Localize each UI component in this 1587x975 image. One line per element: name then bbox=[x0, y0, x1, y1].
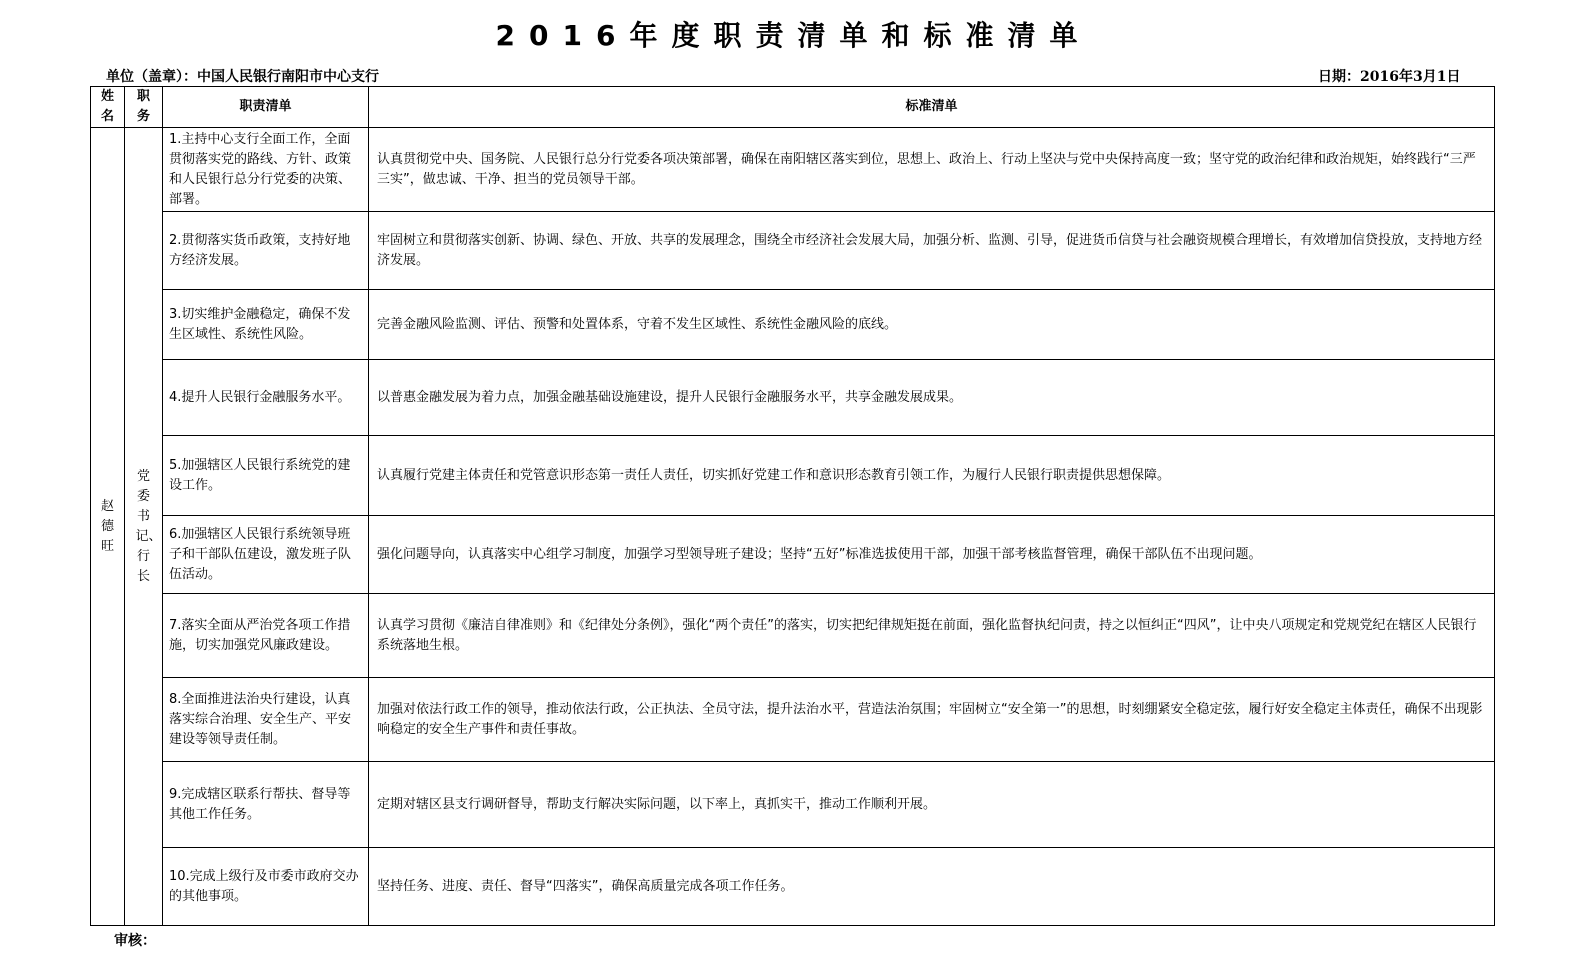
reviewer-label: 审核： bbox=[114, 933, 156, 949]
standard-cell: 完善金融风险监测、评估、预警和处置体系，守着不发生区域性、系统性金融风险的底线。 bbox=[369, 290, 1495, 360]
header-duties: 职责清单 bbox=[163, 87, 369, 128]
standard-cell: 认真学习贯彻《廉洁自律准则》和《纪律处分条例》，强化“两个责任”的落实，切实把纪律规矩挺在前面，强化监督执纪问责，持之以恒纠正“四风”，让中央八项规定和党规党纪在辖区人民银行系统落地生根。 bbox=[369, 594, 1495, 678]
duty-cell: 9.完成辖区联系行帮扶、督导等其他工作任务。 bbox=[163, 762, 369, 848]
header-name: 姓名 bbox=[91, 87, 125, 128]
table-row bbox=[91, 128, 1495, 212]
table-row bbox=[91, 594, 1495, 678]
standard-cell: 定期对辖区县支行调研督导，帮助支行解决实际问题，以下率上，真抓实干，推动工作顺利开展。 bbox=[369, 762, 1495, 848]
duty-cell: 5.加强辖区人民银行系统党的建设工作。 bbox=[163, 436, 369, 516]
standard-cell: 强化问题导向，认真落实中心组学习制度，加强学习型领导班子建设；坚持“五好”标准选拔使用干部，加强干部考核监督管理，确保干部队伍不出现问题。 bbox=[369, 516, 1495, 594]
page-title: 2016年度职责清单和标准清单 bbox=[495, 19, 1092, 52]
table-row bbox=[91, 212, 1495, 290]
header-standards: 标准清单 bbox=[369, 87, 1495, 128]
table-row bbox=[91, 516, 1495, 594]
duty-cell: 3.切实维护金融稳定，确保不发生区域性、系统性风险。 bbox=[163, 290, 369, 360]
duty-cell: 1.主持中心支行全面工作，全面贯彻落实党的路线、方针、政策和人民银行总分行党委的决策、部署。 bbox=[163, 128, 369, 212]
person-name-cell: 赵德旺 bbox=[91, 128, 125, 926]
person-position-cell: 党委书记、行长 bbox=[125, 128, 163, 926]
duty-cell: 7.落实全面从严治党各项工作措施，切实加强党风廉政建设。 bbox=[163, 594, 369, 678]
standard-cell: 认真贯彻党中央、国务院、人民银行总分行党委各项决策部署，确保在南阳辖区落实到位，思想上、政治上、行动上坚决与党中央保持高度一致；坚守党的政治纪律和政治规矩，始终践行“三严三实”，做忠诚、干净、担当的党员领导干部。 bbox=[369, 128, 1495, 212]
table-row bbox=[91, 290, 1495, 360]
duty-cell: 2.贯彻落实货币政策，支持好地方经济发展。 bbox=[163, 212, 369, 290]
table-row bbox=[91, 360, 1495, 436]
duty-cell: 6.加强辖区人民银行系统领导班子和干部队伍建设，激发班子队伍活动。 bbox=[163, 516, 369, 594]
standard-cell: 加强对依法行政工作的领导，推动依法行政，公正执法、全员守法，提升法治水平，营造法治氛围；牢固树立“安全第一”的思想，时刻绷紧安全稳定弦，履行好安全稳定主体责任，确保不出现影响稳定的安全生产事件和责任事故。 bbox=[369, 678, 1495, 762]
unit-line: 单位（盖章）：中国人民银行南阳市中心支行 bbox=[106, 69, 379, 85]
standard-cell: 坚持任务、进度、责任、督导“四落实”，确保高质量完成各项工作任务。 bbox=[369, 848, 1495, 926]
table-row bbox=[91, 762, 1495, 848]
duty-cell: 8.全面推进法治央行建设，认真落实综合治理、安全生产、平安建设等领导责任制。 bbox=[163, 678, 369, 762]
date-line: 日期：2016年3月1日 bbox=[1318, 69, 1461, 85]
header-position: 职务 bbox=[125, 87, 163, 128]
duty-standard-table bbox=[90, 86, 1495, 926]
table-row bbox=[91, 678, 1495, 762]
table-row bbox=[91, 848, 1495, 926]
standard-cell: 牢固树立和贯彻落实创新、协调、绿色、开放、共享的发展理念，围绕全市经济社会发展大局，加强分析、监测、引导，促进货币信贷与社会融资规模合理增长，有效增加信贷投放，支持地方经济发展。 bbox=[369, 212, 1495, 290]
duty-cell: 4.提升人民银行金融服务水平。 bbox=[163, 360, 369, 436]
duty-cell: 10.完成上级行及市委市政府交办的其他事项。 bbox=[163, 848, 369, 926]
standard-cell: 认真履行党建主体责任和党管意识形态第一责任人责任，切实抓好党建工作和意识形态教育引领工作，为履行人民银行职责提供思想保障。 bbox=[369, 436, 1495, 516]
standard-cell: 以普惠金融发展为着力点，加强金融基础设施建设，提升人民银行金融服务水平，共享金融发展成果。 bbox=[369, 360, 1495, 436]
table-row bbox=[91, 436, 1495, 516]
table-header-row bbox=[91, 87, 1495, 128]
